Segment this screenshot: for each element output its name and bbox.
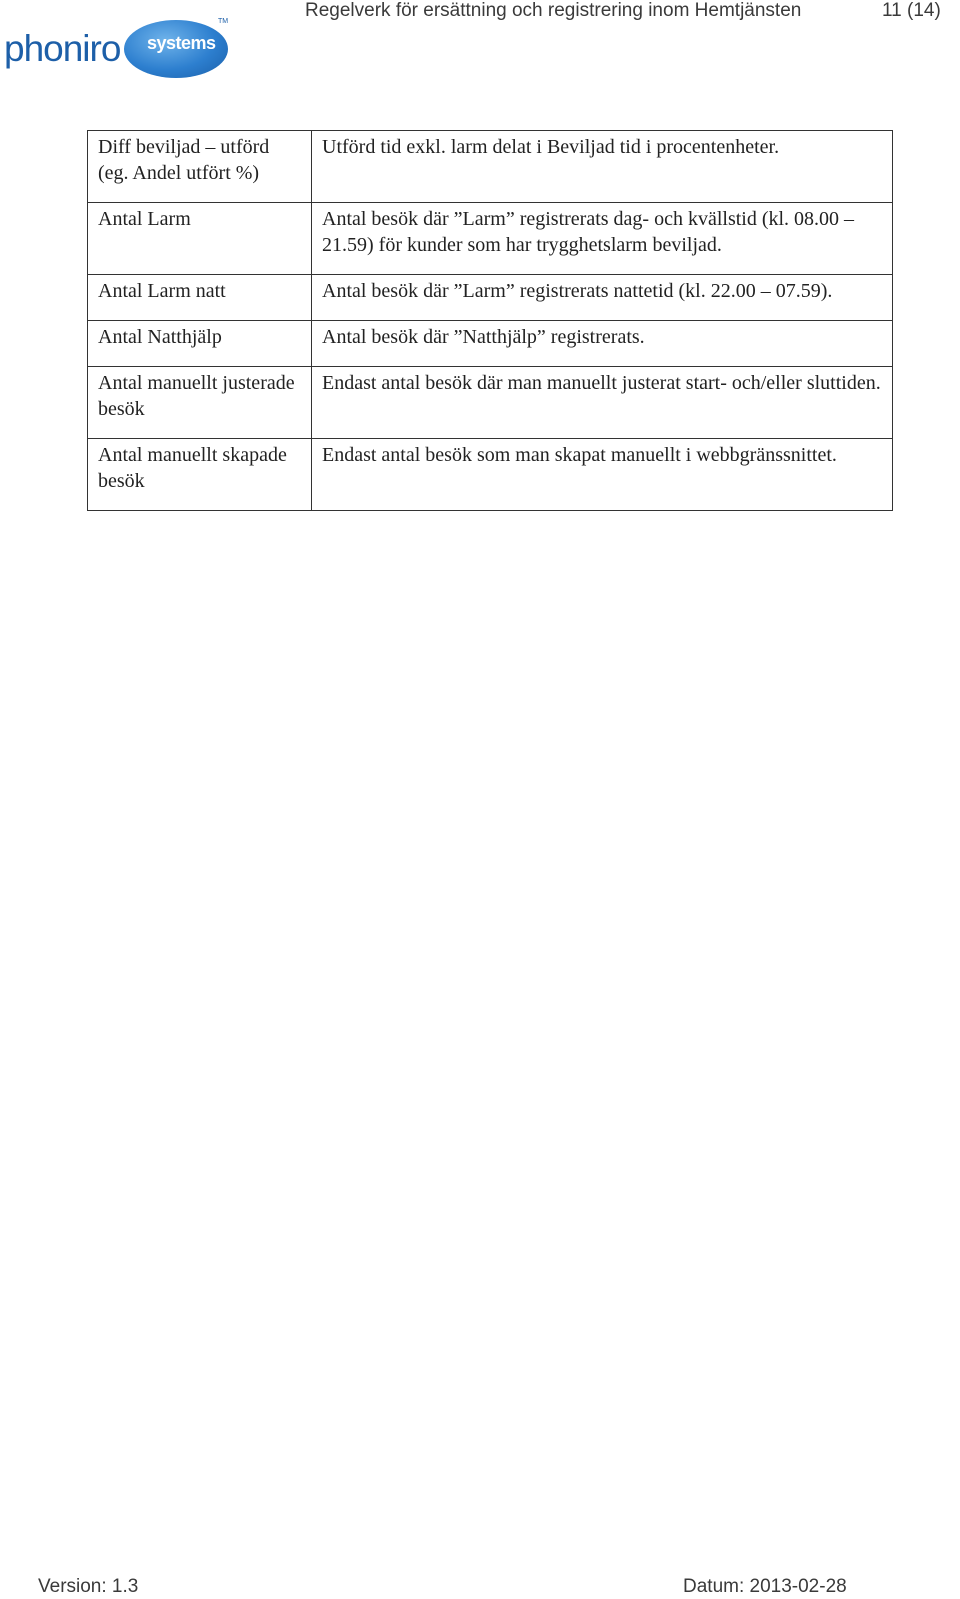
definition-cell: Endast antal besök där man manuellt justerat start- och/eller sluttiden. [312, 367, 893, 439]
term-cell: Antal manuellt justerade besök [88, 367, 312, 439]
page-header-title: Regelverk för ersättning och registrering inom Hemtjänsten [305, 0, 802, 21]
logo-badge-text: systems [147, 33, 216, 53]
term-cell: Antal Natthjälp [88, 321, 312, 367]
term-cell: Antal Larm [88, 203, 312, 275]
table-row [88, 367, 893, 439]
term-cell: Diff beviljad – utförd (eg. Andel utfört %) [88, 131, 312, 203]
page-number: 11 (14) [882, 0, 941, 21]
table-row [88, 131, 893, 203]
term-cell: Antal manuellt skapade besök [88, 439, 312, 511]
table-row [88, 203, 893, 275]
term-cell: Antal Larm natt [88, 275, 312, 321]
definition-cell: Antal besök där ”Natthjälp” registrerats. [312, 321, 893, 367]
table-row [88, 275, 893, 321]
logo-trademark: TM [218, 18, 229, 25]
table-row [88, 439, 893, 511]
phoniro-logo [4, 18, 230, 80]
definition-cell: Antal besök där ”Larm” registrerats nattetid (kl. 22.00 – 07.59). [312, 275, 893, 321]
definitions-table [87, 130, 893, 511]
definition-cell: Utförd tid exkl. larm delat i Beviljad tid i procentenheter. [312, 131, 893, 203]
definition-cell: Antal besök där ”Larm” registrerats dag- och kvällstid (kl. 08.00 – 21.59) för kunder som har trygghetslarm beviljad. [312, 203, 893, 275]
footer-date: Datum: 2013-02-28 [683, 1576, 847, 1597]
table-row [88, 321, 893, 367]
footer-version: Version: 1.3 [38, 1576, 139, 1597]
logo-wordmark: phoniro [4, 28, 121, 69]
definition-cell: Endast antal besök som man skapat manuellt i webbgränssnittet. [312, 439, 893, 511]
